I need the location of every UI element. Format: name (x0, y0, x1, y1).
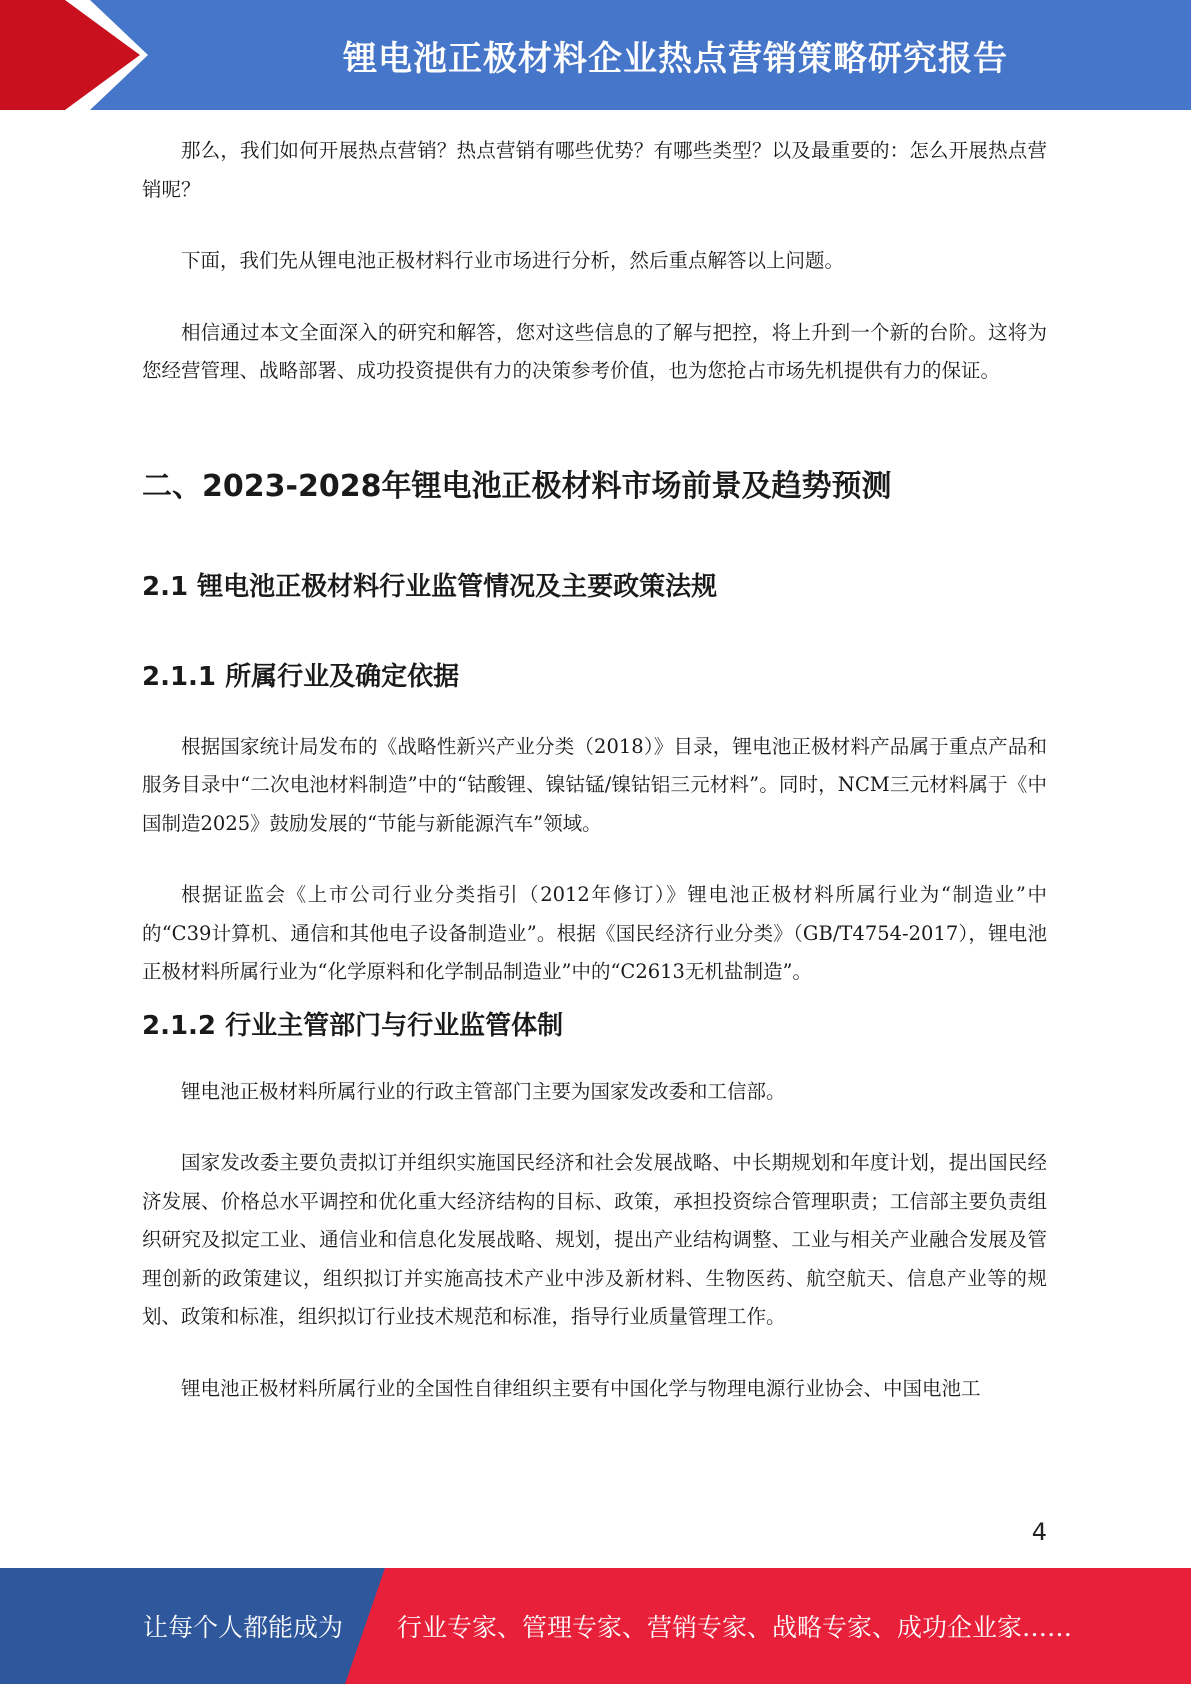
footer-banner (0, 1568, 1191, 1684)
section-heading: 2.1 锂电池正极材料行业监管情况及主要政策法规 (142, 571, 718, 602)
paragraph: 下面，我们先从锂电池正极材料行业市场进行分析，然后重点解答以上问题。 (181, 249, 845, 272)
footer-slogan-left: 让每个人都能成为 (143, 1613, 344, 1642)
footer-slogan-right: 行业专家、管理专家、营销专家、战略专家、成功企业家…… (397, 1613, 1073, 1642)
paragraph: 那么，我们如何开展热点营销？热点营销有哪些优势？有哪些类型？以及最重要的：怎么开展热点营销呢？ (142, 139, 1047, 201)
paragraph: 根据国家统计局发布的《战略性新兴产业分类（2018）》目录，锂电池正极材料产品属于重点产品和服务目录中“二次电池材料制造”中的“钴酸锂、镍钴锰/镍钴铝三元材料”。同时，NCM三元材料属于《中国制造2025》鼓励发展的“节能与新能源汽车”领域。 (142, 734, 1047, 835)
page-content (142, 132, 1047, 1441)
paragraph: 锂电池正极材料所属行业的行政主管部门主要为国家发改委和工信部。 (181, 1079, 786, 1103)
paragraph: 锂电池正极材料所属行业的全国性自律组织主要有中国化学与物理电源行业协会、中国电池工 (181, 1376, 981, 1400)
paragraph: 相信通过本文全面深入的研究和解答，您对这些信息的了解与把控，将上升到一个新的台阶。这将为您经营管理、战略部署、成功投资提供有力的决策参考价值，也为您抢占市场先机提供有力的保证。 (142, 320, 1047, 382)
chapter-heading: 二、2023-2028年锂电池正极材料市场前景及趋势预测 (142, 468, 892, 504)
subsection-heading: 2.1.2 行业主管部门与行业监管体制 (142, 1010, 564, 1041)
paragraph: 国家发改委主要负责拟订并组织实施国民经济和社会发展战略、中长期规划和年度计划，提出国民经济发展、价格总水平调控和优化重大经济结构的目标、政策，承担投资综合管理职责；工信部主要负责组织研究及拟定工业、通信业和信息化发展战略、规划，提出产业结构调整、工业与相关产业融合发展及管理创新的政策建议，组织拟订并实施高技术产业中涉及新材料、生物医药、航空航天、信息产业等的规划、政策和标准，组织拟订行业技术规范和标准，指导行业质量管理工作。 (142, 1151, 1047, 1328)
header-banner (0, 0, 1191, 110)
page-number: 4 (1031, 1518, 1047, 1546)
paragraph: 根据证监会《上市公司行业分类指引（2012年修订）》锂电池正极材料所属行业为“制造业”中的“C39计算机、通信和其他电子设备制造业”。根据《国民经济行业分类》（GB/T4754-2017），锂电池正极材料所属行业为“化学原料和化学制品制造业”中的“C2613无机盐制造”。 (142, 883, 1047, 983)
report-title: 锂电池正极材料企业热点营销策略研究报告 (343, 38, 1008, 79)
subsection-heading: 2.1.1 所属行业及确定依据 (142, 661, 460, 692)
